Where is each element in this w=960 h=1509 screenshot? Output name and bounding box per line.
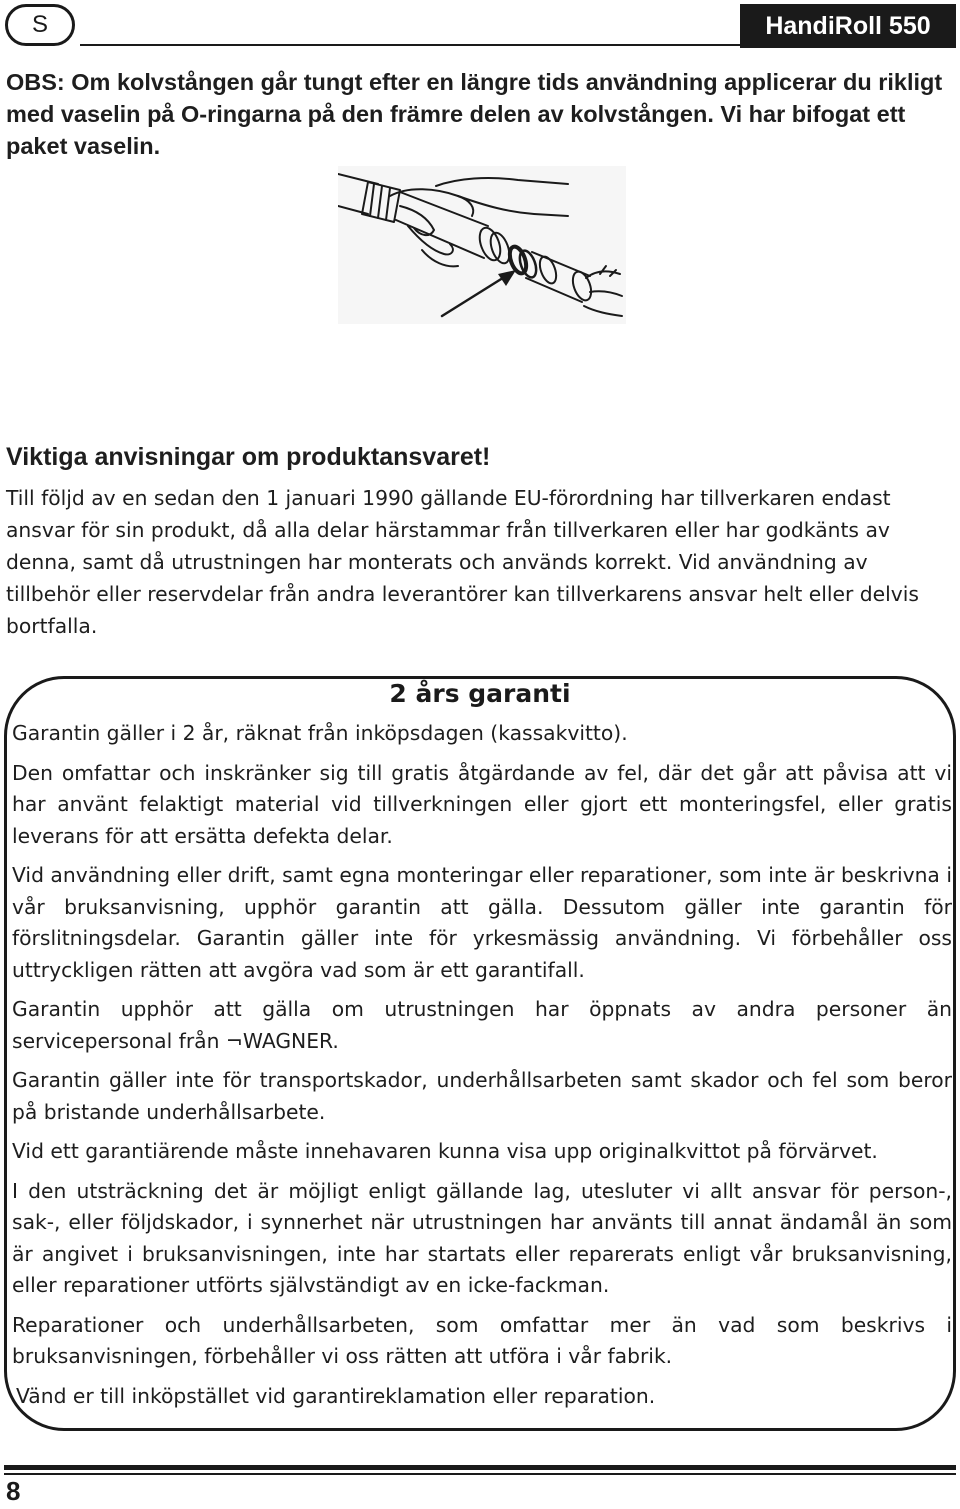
footer-rule	[4, 1465, 956, 1470]
piston-rod-illustration	[338, 166, 626, 324]
product-title: HandiRoll 550	[740, 4, 956, 48]
piston-rod-drawing	[338, 166, 626, 324]
page-number: 8	[6, 1476, 21, 1506]
footer-rule-thin	[4, 1473, 956, 1475]
warranty-paragraph: Garantin gäller inte för transportskador, underhållsarbeten samt skador och fel som beror på bristande underhållsarbete.	[12, 1068, 952, 1124]
liability-text: Till följd av en sedan den 1 januari 1990 gällande EU-förordning har tillverkaren endast ansvar för sin produkt, då alla delar härstammar från tillverkaren eller har godkänts av denna, samt då utrustningen har monterats och används korrekt. Vid användning av tillbehör eller reservdelar från andra leverantörer kan tillverkarens ansvar helt eller delvis bortfalla.	[6, 486, 920, 638]
liability-heading: Viktiga anvisningar om produktansvaret!	[6, 443, 491, 471]
warranty-paragraph: Reparationer och underhållsarbeten, som omfattar mer än vad som beskrivs i bruksanvisningen, förbehåller vi oss rätten att utföra i vår fabrik.	[12, 1312, 952, 1368]
obs-note: OBS: Om kolvstången går tungt efter en längre tids användning applicerar du rikligt med vaselin på O-ringarna på den främre delen av kolvstången. Vi har bifogat ett paket vaselin.	[6, 69, 943, 159]
warranty-paragraph: I den utsträckning det är möjligt enligt gällande lag, utesluter vi allt ansvar för person-, sak-, eller följdskador, i synnerhet när utrustningen har använts till annat ändamål än som är angivet i bruksanvisningen, inte har startats eller reparerats enligt vår bruksanvisning, eller reparationer utförts självständigt av en icke-fackman.	[12, 1178, 952, 1297]
warranty-title: 2 års garanti	[389, 679, 571, 708]
warranty-paragraph: Vänd er till inköpstället vid garantireklamation eller reparation.	[16, 1383, 656, 1408]
header-rule	[80, 44, 740, 46]
language-badge: S	[5, 4, 75, 46]
warranty-paragraph: Vid användning eller drift, samt egna monteringar eller reparationer, som inte är beskrivna i vår bruksanvisning, upphör garantin att gälla. Dessutom gäller inte garantin för förslitningsdelar. Garantin gäller inte för yrkesmässig användning. Vi förbehåller oss uttryckligen rätten att avgöra vad som är ett garantifall.	[12, 863, 952, 982]
warranty-paragraph: Garantin gäller i 2 år, räknat från inköpsdagen (kassakvitto).	[12, 721, 628, 745]
warranty-paragraph: Den omfattar och inskränker sig till gratis åtgärdande av fel, där det går att påvisa att vi har använt felaktigt material vid tillverkningen eller gjort ett monteringsfel, eller gratis leverans för att ersätta defekta delar.	[12, 760, 952, 848]
warranty-body	[12, 718, 952, 1420]
warranty-paragraph: Vid ett garantiärende måste innehavaren kunna visa upp originalkvittot på förvärvet.	[12, 1139, 878, 1163]
warranty-paragraph: Garantin upphör att gälla om utrustningen har öppnats av andra personer än servicepersonal från ¬WAGNER.	[12, 997, 952, 1053]
